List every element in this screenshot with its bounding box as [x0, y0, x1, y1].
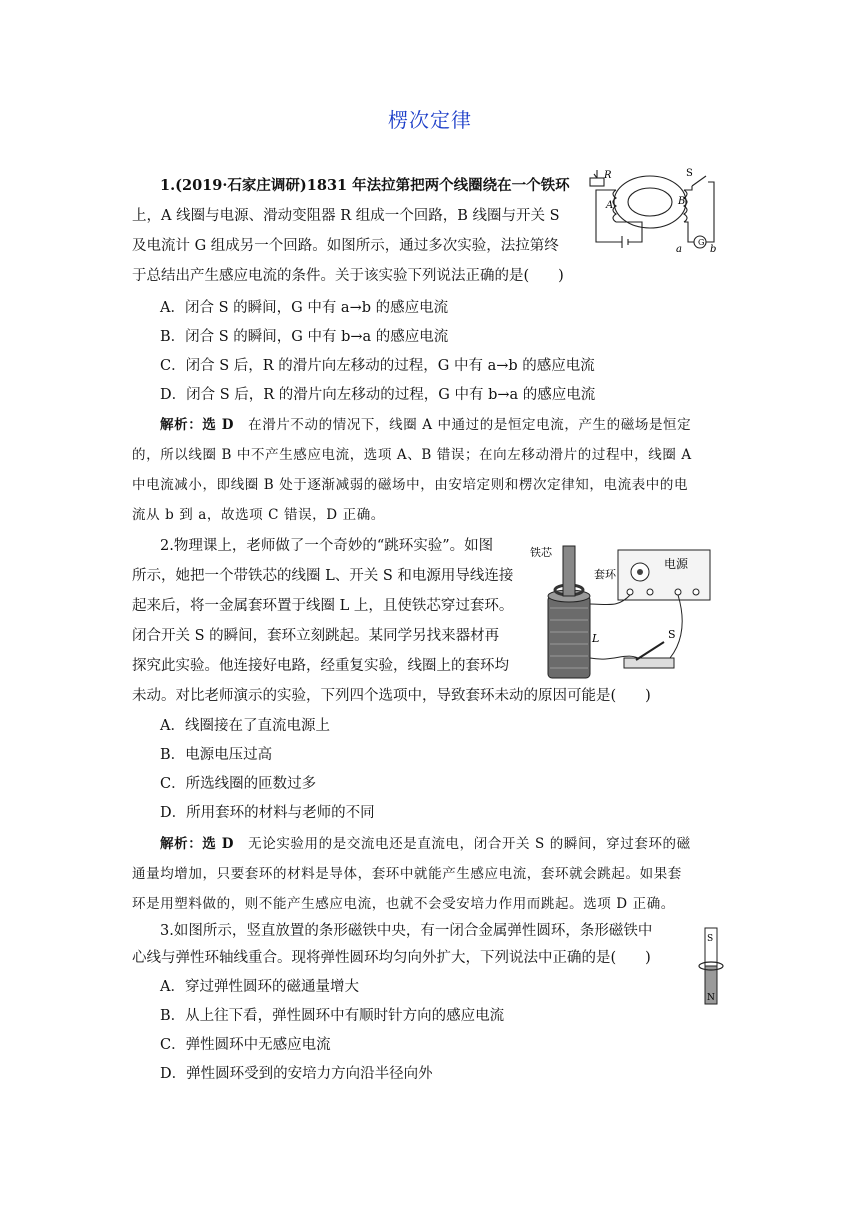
label-ring: 套环	[594, 568, 616, 581]
q2-stem-line-6: 未动。对比老师演示的实验，下列四个选项中，导致套环未动的原因可能是( )	[132, 688, 651, 704]
q1-stem-line-1: 1.(2019·石家庄调研)1831 年法拉第把两个线圈绕在一个铁环	[160, 177, 570, 194]
q3-option-a: A．穿过弹性圆环的磁通量增大	[160, 979, 359, 995]
q2-option-c: C．所选线圈的匝数过多	[160, 776, 317, 792]
page-title: 楞次定律	[388, 108, 472, 132]
q1-analysis-line-1	[160, 415, 691, 435]
q1-option-d: D．闭合 S 后，R 的滑片向左移动的过程，G 中有 b→a 的感应电流	[160, 387, 596, 403]
iron-ring-outer	[614, 176, 686, 228]
q3-option-d: D．弹性圆环受到的安培力方向沿半径向外	[160, 1066, 433, 1082]
label-n-pole: N	[707, 993, 715, 1003]
q2-stem-line-1: 2.物理课上，老师做了一个奇妙的“跳环实验”。如图	[160, 538, 494, 554]
label-r: R	[604, 170, 612, 181]
iron-core	[563, 546, 575, 596]
label-s-pole: S	[707, 934, 714, 944]
q1-analysis-line-2: 的，所以线圈 B 中不产生感应电流，选项 A、B 错误；在向左移动滑片的过程中，线圈 A	[132, 447, 692, 463]
q2-analysis-line-1	[160, 834, 691, 854]
q3-option-c: C．弹性圆环中无感应电流	[160, 1037, 331, 1053]
q2-analysis-label: 解析：选 D	[160, 836, 235, 852]
label-iron-core: 铁芯	[530, 546, 552, 559]
q1-stem-line-4: 于总结出产生感应电流的条件。关于该实验下列说法正确的是( )	[132, 268, 564, 284]
label-g: G	[698, 238, 705, 247]
label-a-coil: A	[606, 200, 614, 211]
label-switch-s: S	[668, 628, 676, 641]
q3-option-b: B．从上往下看，弹性圆环中有顺时针方向的感应电流	[160, 1008, 505, 1024]
q2-analysis-text-1: 无论实验用的是交流电还是直流电，闭合开关 S 的瞬间，穿过套环的磁	[248, 836, 691, 852]
q2-option-d: D．所用套环的材料与老师的不同	[160, 805, 375, 821]
label-s: S	[686, 168, 693, 179]
q2-stem-line-2: 所示，她把一个带铁芯的线圈 L、开关 S 和电源用导线连接	[132, 568, 514, 584]
q2-analysis-line-3: 环是用塑料做的，则不能产生感应电流，也就不会受安培力作用而跳起。选项 D 正确。	[132, 896, 675, 912]
label-a-terminal: a	[676, 244, 682, 254]
q3-bar-magnet-figure	[696, 924, 726, 1008]
label-b-terminal: b	[710, 244, 717, 254]
switch-s	[624, 658, 674, 668]
q2-stem-line-5: 探究此实验。他连接好电路，经重复实验，线圈上的套环均	[132, 658, 509, 674]
q2-jumping-ring-figure	[528, 538, 724, 688]
q2-option-a: A．线圈接在了直流电源上	[160, 718, 330, 734]
q1-analysis-line-4: 流从 b 到 a，故选项 C 错误，D 正确。	[132, 507, 385, 523]
q1-option-b: B．闭合 S 的瞬间，G 中有 b→a 的感应电流	[160, 329, 449, 345]
q2-option-b: B．电源电压过高	[160, 747, 273, 763]
iron-ring-inner	[628, 188, 672, 216]
q1-analysis-label: 解析：选 D	[160, 417, 235, 433]
q1-option-c: C．闭合 S 后，R 的滑片向左移动的过程，G 中有 a→b 的感应电流	[160, 358, 595, 374]
q3-stem-line-2: 心线与弹性环轴线重合。现将弹性圆环均匀向外扩大，下列说法中正确的是( )	[132, 950, 651, 966]
switch-s-lever	[692, 176, 706, 186]
q1-option-a: A．闭合 S 的瞬间，G 中有 a→b 的感应电流	[160, 300, 449, 316]
q1-stem-line-2: 上，A 线圈与电源、滑动变阻器 R 组成一个回路，B 线圈与开关 S	[132, 208, 560, 224]
label-l: L	[592, 632, 600, 645]
q1-stem-line-3: 及电流计 G 组成另一个回路。如图所示，通过多次实验，法拉第终	[132, 238, 559, 254]
q1-iron-ring-figure	[582, 164, 720, 254]
q2-analysis-line-2: 通量均增加，只要套环的材料是导体，套环中就能产生感应电流，套环就会跳起。如果套	[132, 866, 682, 882]
q2-stem-line-3: 起来后，将一金属套环置于线圈 L 上，且使铁芯穿过套环。	[132, 598, 514, 614]
label-b-coil: B	[678, 196, 686, 207]
q3-stem-line-1: 3.如图所示，竖直放置的条形磁铁中央，有一闭合金属弹性圆环，条形磁铁中	[160, 923, 653, 939]
label-power: 电源	[664, 557, 689, 571]
q1-analysis-text-1: 在滑片不动的情况下，线圈 A 中通过的是恒定电流，产生的磁场是恒定	[248, 417, 692, 433]
q1-analysis-line-3: 中电流减小，即线圈 B 处于逐渐减弱的磁场中，由安培定则和楞次定律知，电流表中的电	[132, 477, 689, 493]
q2-stem-line-4: 闭合开关 S 的瞬间，套环立刻跳起。某同学另找来器材再	[132, 628, 500, 644]
rheostat	[590, 178, 604, 186]
